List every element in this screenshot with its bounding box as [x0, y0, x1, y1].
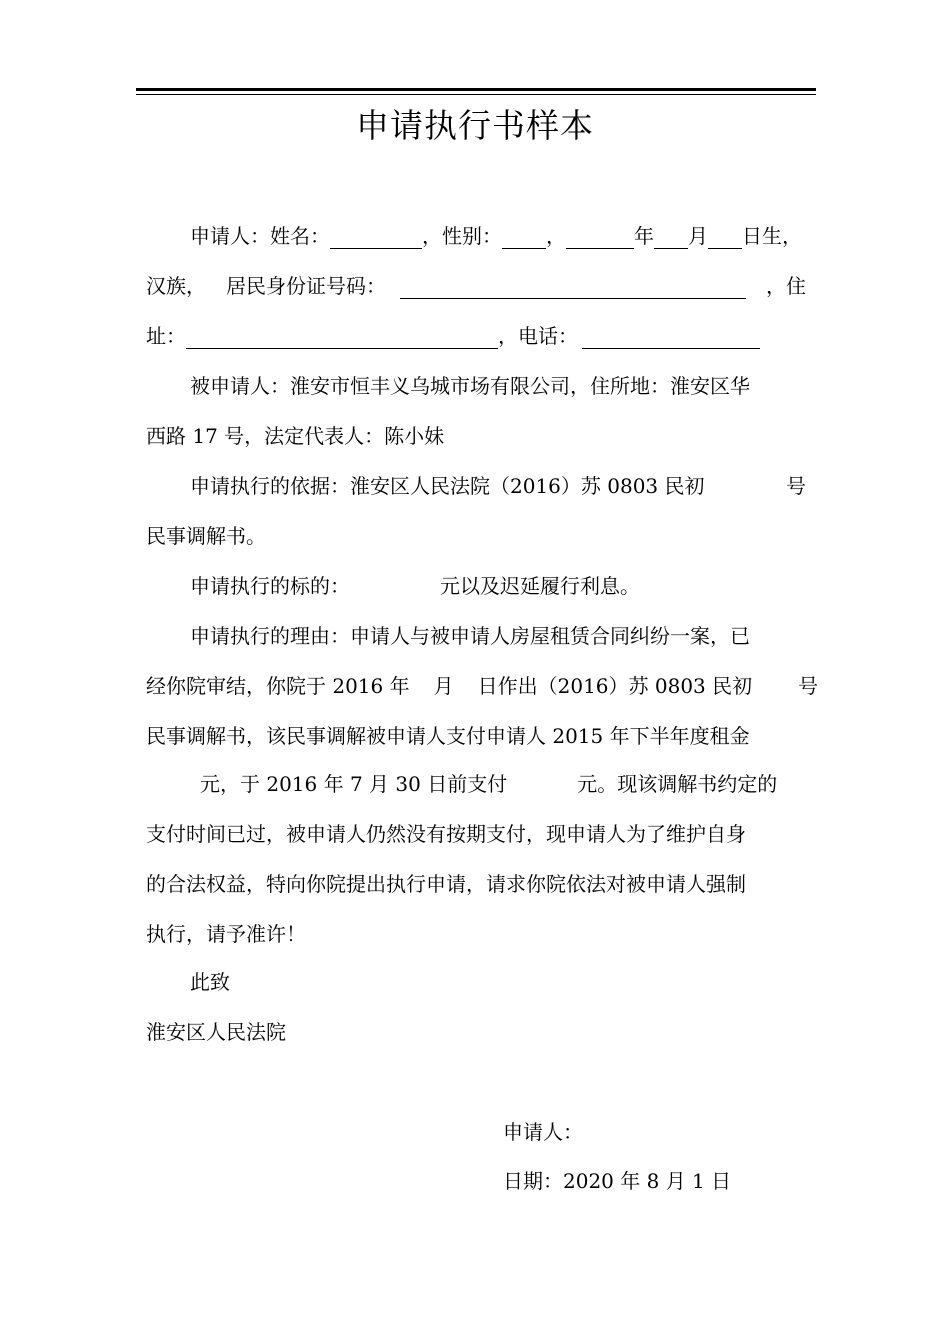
header-rule-thick [136, 88, 816, 91]
reason-line-3: 民事调解书，该民事调解被申请人支付申请人 2015 年下半年度租金 [146, 724, 750, 748]
closing-salutation: 此致 [190, 970, 230, 994]
reason-line-2: 经你院审结，你院于 2016 年 月 日作出（2016）苏 0803 民初 号 [146, 674, 819, 698]
reason-line-1: 申请执行的理由：申请人与被申请人房屋租赁合同纠纷一案，已 [190, 624, 750, 648]
subject-line: 申请执行的标的： 元以及迟延履行利息。 [190, 574, 640, 598]
signature-applicant: 申请人： [503, 1120, 583, 1144]
reason-line-4: 元，于 2016 年 7 月 30 日前支付 元。现该调解书约定的 [200, 772, 778, 796]
birth-year-blank [566, 224, 634, 249]
name-blank [330, 224, 422, 249]
applicant-line-2: 汉族， 居民身份证号码： ，住 [146, 274, 806, 298]
gender-blank [502, 224, 546, 249]
birth-day-blank [708, 224, 742, 249]
basis-line-1: 申请执行的依据：淮安区人民法院（2016）苏 0803 民初 号 [190, 474, 806, 498]
document-title: 申请执行书样本 [356, 106, 594, 145]
header-rule-thin [136, 94, 816, 95]
reason-line-7: 执行，请予准许！ [146, 922, 306, 946]
phone-blank [582, 324, 760, 349]
id-number-blank [400, 274, 746, 299]
reason-line-6: 的合法权益，特向你院提出执行申请，请求你院依法对被申请人强制 [146, 872, 746, 896]
respondent-line-1: 被申请人：淮安市恒丰义乌城市场有限公司，住所地：淮安区华 [190, 374, 750, 398]
address-blank [186, 324, 498, 349]
signature-date: 日期：2020 年 8 月 1 日 [503, 1169, 732, 1193]
reason-line-5: 支付时间已过，被申请人仍然没有按期支付，现申请人为了维护自身 [146, 822, 746, 846]
basis-line-2: 民事调解书。 [146, 524, 266, 548]
respondent-line-2: 西路 17 号，法定代表人：陈小妹 [146, 424, 445, 448]
applicant-line-1: 申请人：姓名： ，性别： ， 年 月 日生， [190, 224, 802, 248]
birth-month-blank [654, 224, 688, 249]
applicant-line-3: 址： ，电话： [146, 321, 806, 351]
closing-court: 淮安区人民法院 [146, 1020, 286, 1044]
